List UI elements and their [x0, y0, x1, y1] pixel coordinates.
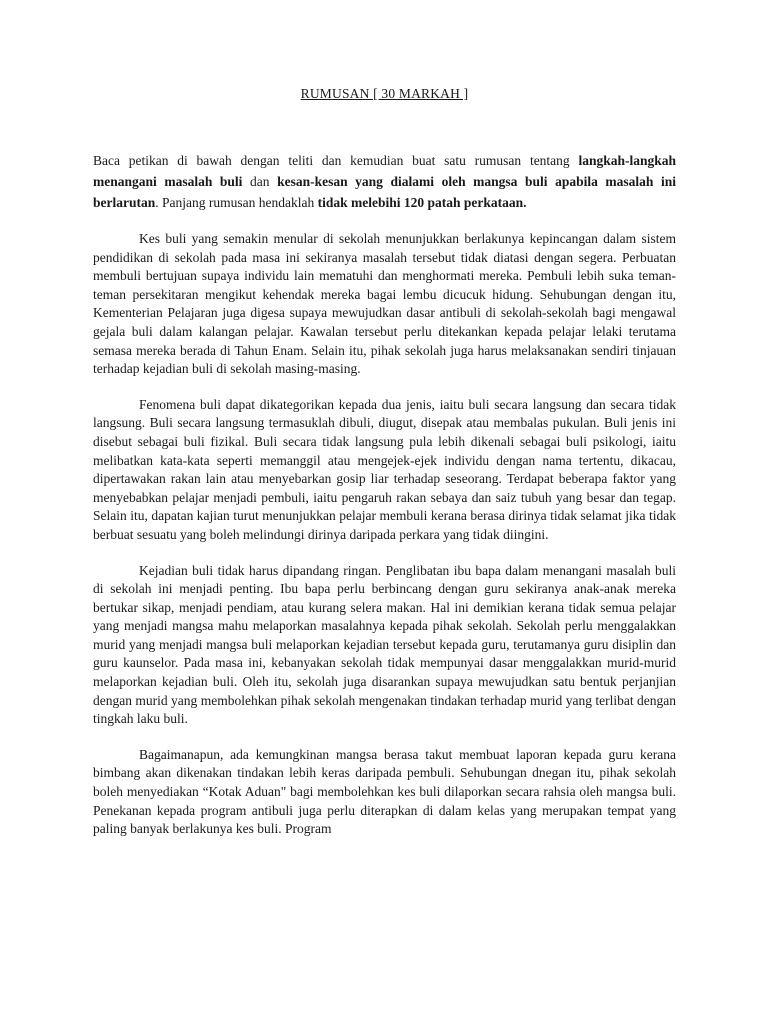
- paragraph-4: Bagaimanapun, ada kemungkinan mangsa berasa takut membuat laporan kepada guru kerana bimbang akan dikenakan tindakan lebih keras daripada pembuli. Sehubungan dnegan itu, pihak sekolah boleh menyediakan “Kotak Aduan" bagi membolehkan kes buli dilaporkan secara rahsia oleh mangsa buli. Penekanan kepada program antibuli juga perlu diterapkan di dalam kelas yang merupakan tempat yang paling banyak berlakunya kes buli. Program: [93, 746, 676, 837]
- instruction-text-1: Baca petikan di bawah dengan teliti dan kemudian buat satu rumusan tentang: [93, 153, 579, 168]
- paragraph-1: Kes buli yang semakin menular di sekolah menunjukkan berlakunya kepincangan dalam sistem pendidikan di sekolah pada masa ini sekiranya masalah tersebut tidak diatasi dengan segera. Perbuatan membuli bertujuan supaya individu lain mematuhi dan menghormati mereka. Pembuli lebih suka teman-teman persekitaran mengikut kehendak mereka bagai lembu dicucuk hidung. Sehubungan dengan itu, Kementerian Pelajaran juga digesa supaya mewujudkan dasar antibuli di sekolah-sekolah bagi mengawal gejala buli dalam kalangan pelajar. Kawalan tersebut perlu ditekankan kepada pelajar lelaki terutama semasa mereka berada di Tahun Enam. Selain itu, pihak sekolah juga harus melaksanakan sendiri tinjauan terhadap kejadian buli di sekolah masing-masing.: [93, 231, 676, 377]
- paragraph-2: Fenomena buli dapat dikategorikan kepada dua jenis, iaitu buli secara langsung dan secara tidak langsung. Buli secara langsung termasuklah dibuli, diugut, disepak atau membalas pukulan. Buli jenis ini disebut sebagai buli fizikal. Buli secara tidak langsung pula lebih dikenali sebagai buli psikologi, iaitu melibatkan kata-kata seperti memanggil atau mengejek-ejek individu dengan nama tertentu, dikacau, dipertawakan rakan lain atau menyebarkan gosip liar terhadap seseorang. Terdapat beberapa faktor yang menyebabkan pelajar menjadi pembuli, iaitu pengaruh rakan sebaya dan saiz tubuh yang besar dan tegap. Selain itu, dapatan kajian turut menunjukkan pelajar membuli kerana berasa dirinya tidak selamat jika tidak berbuat sesuatu yang boleh melindungi dirinya daripada perkara yang tidak diingini.: [93, 396, 676, 542]
- instruction-text-2: dan: [242, 174, 278, 189]
- instruction-bold-2: kesan-kesan yang dialami oleh mangsa buli apabila masalah ini berlarutan: [93, 174, 676, 210]
- page-title: RUMUSAN [ 30 MARKAH ]: [300, 86, 469, 101]
- instruction-text-3: . Panjang rumusan hendaklah: [155, 195, 318, 210]
- paragraph-3: Kejadian buli tidak harus dipandang ringan. Penglibatan ibu bapa dalam menangani masalah buli di sekolah ini menjadi penting. Ibu bapa perlu berbincang dengan guru sekiranya anak-anak mereka bertukar sikap, menjadi pendiam, atau kurang selera makan. Hal ini demikian kerana tidak semua pelajar yang menjadi mangsa mahu melaporkan masalahnya kepada pihak sekolah. Sekolah perlu menggalakkan murid yang menjadi mangsa buli melaporkan kejadian tersebut kepada guru, terutamanya guru disiplin dan guru kaunselor. Pada masa ini, kebanyakan sekolah tidak mempunyai dasar menggalakkan murid-murid melaporkan kejadian buli. Oleh itu, sekolah juga disarankan supaya mewujudkan satu bentuk perjanjian dengan murid yang membolehkan pihak sekolah mengenakan tindakan terhadap murid yang terlibat dengan tingkah laku buli.: [93, 562, 676, 727]
- instruction-bold-1: langkah-langkah menangani masalah buli: [93, 153, 676, 189]
- instruction-bold-3: tidak melebihi 120 patah perkataan.: [317, 195, 527, 210]
- instruction-text: [93, 150, 676, 213]
